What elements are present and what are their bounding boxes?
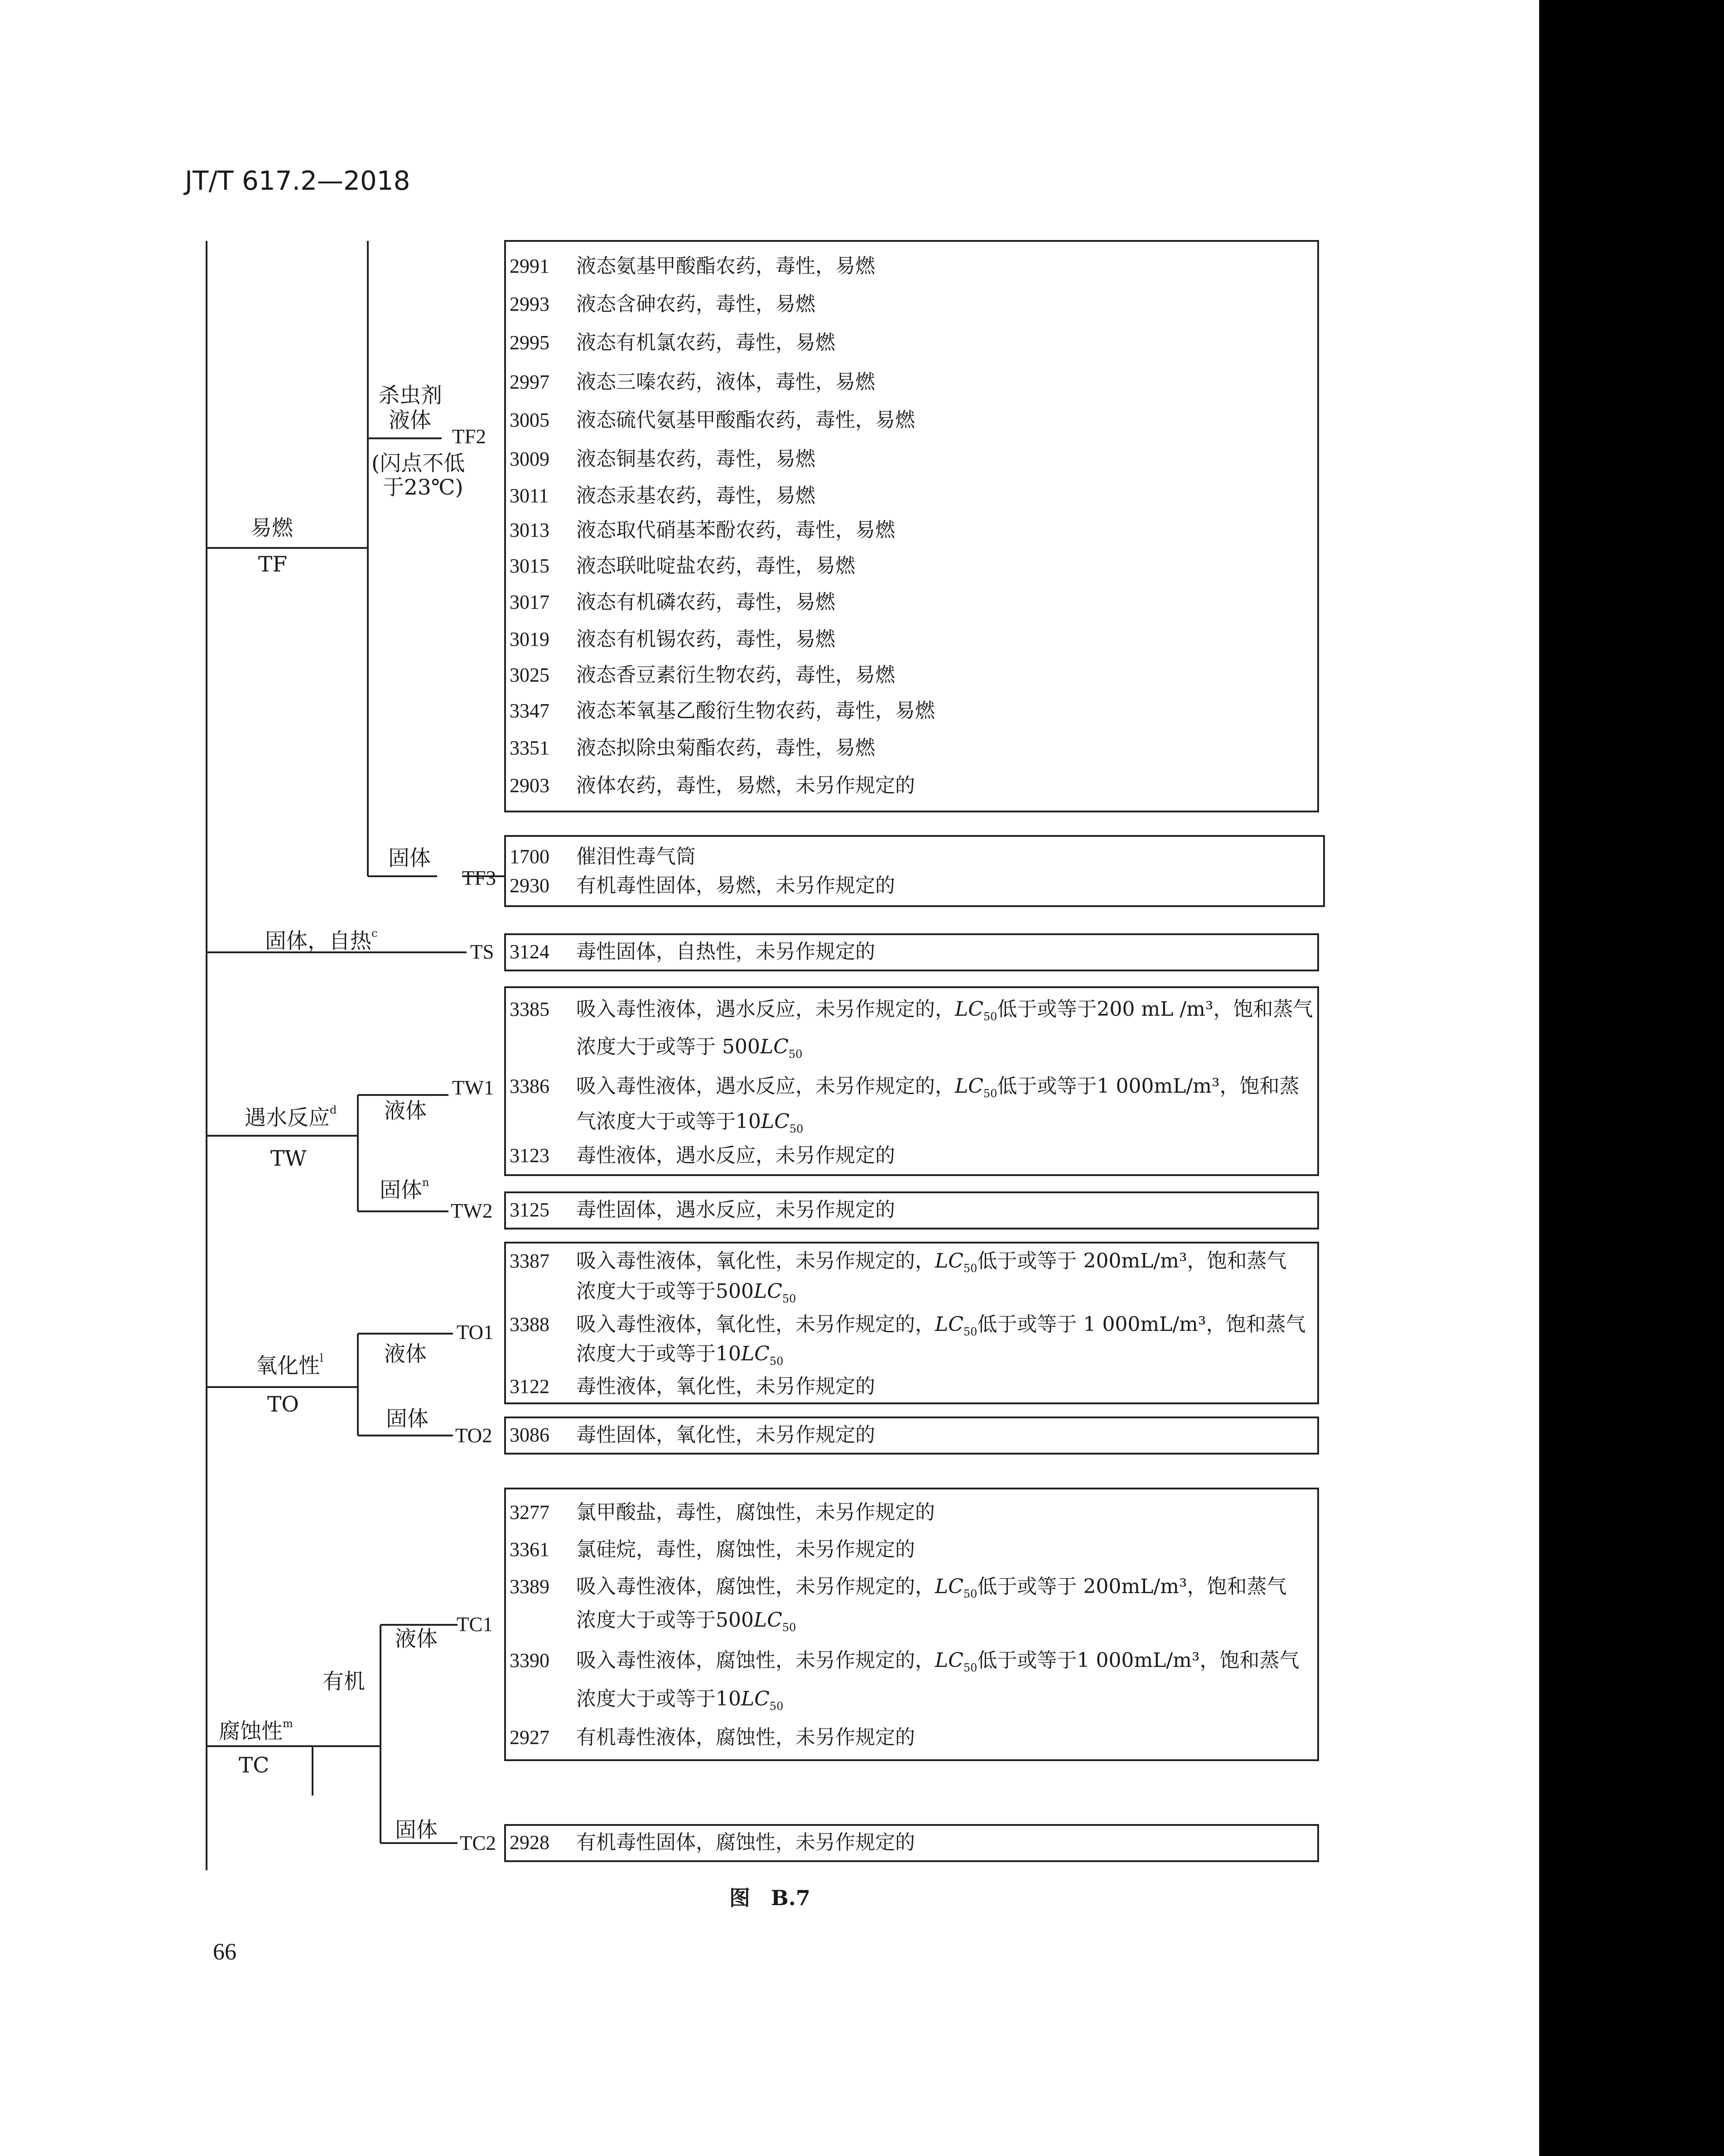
un-number: 3015 xyxy=(510,555,549,577)
pesticide-label-3: (闪点不低 xyxy=(371,451,465,476)
entry-name: 液态香豆素衍生物农药，毒性，易燃 xyxy=(576,663,895,687)
water-reactive-code: TW xyxy=(270,1146,307,1171)
entry-text-line1: 吸入毒性液体，遇水反应，未另作规定的，$LC_{50}$低于或等于1 000mL/m³，饱和蒸 xyxy=(576,1075,1300,1100)
self-heating-label: 固体，自热$^c$ xyxy=(265,927,378,954)
un-number: 3124 xyxy=(510,941,549,963)
entry-name: 液态有机氯农药，毒性，易燃 xyxy=(576,331,835,354)
corrosive-label: 腐蚀性$^m$ xyxy=(219,1717,293,1744)
entry-text-line1: 吸入毒性液体，遇水反应，未另作规定的，$LC_{50}$低于或等于200 mL /m³，饱和蒸气 xyxy=(576,998,1313,1023)
page-number: 66 xyxy=(213,1939,236,1965)
entry-text-line1: 吸入毒性液体，腐蚀性，未另作规定的，$LC_{50}$低于或等于 200mL/m³，饱和蒸气 xyxy=(576,1575,1287,1600)
tw-solid-label: 固体$^n$ xyxy=(380,1176,429,1203)
entry-text-line2: 浓度大于或等于$500LC_{50}$ xyxy=(576,1609,796,1634)
un-number: 3277 xyxy=(510,1501,549,1523)
entry-name: 液态三嗪农药，液体，毒性，易燃 xyxy=(576,370,875,394)
entry-text-line2: 气浓度大于或等于$10LC_{50}$ xyxy=(576,1110,804,1135)
entry-name: 催泪性毒气筒 xyxy=(576,845,696,868)
un-number: 2993 xyxy=(510,293,549,315)
tf2-code: TF2 xyxy=(452,425,486,448)
un-number: 3017 xyxy=(510,591,549,613)
ts-code: TS xyxy=(470,941,494,963)
flammable-code: TF xyxy=(258,552,287,577)
tc2-code: TC2 xyxy=(460,1832,496,1854)
un-number: 3390 xyxy=(510,1649,549,1671)
un-number: 2928 xyxy=(510,1831,549,1853)
standard-header: JT/T 617.2—2018 xyxy=(185,165,410,196)
un-number: 3388 xyxy=(510,1313,549,1335)
un-number: 3013 xyxy=(510,519,549,541)
entry-name: 液态氨基甲酸酯农药，毒性，易燃 xyxy=(576,254,875,278)
entry-name: 有机毒性液体，腐蚀性，未另作规定的 xyxy=(576,1726,915,1749)
tw2-code: TW2 xyxy=(451,1200,493,1222)
tc1-code: TC1 xyxy=(457,1613,493,1636)
entry-name: 毒性固体，氧化性，未另作规定的 xyxy=(576,1423,875,1446)
entry-name: 液态汞基农药，毒性，易燃 xyxy=(576,484,815,507)
to-liquid-label: 液体 xyxy=(384,1342,427,1367)
entry-text-line2: 浓度大于或等于$10LC_{50}$ xyxy=(576,1342,784,1368)
to-solid-label: 固体 xyxy=(386,1407,429,1431)
un-number: 2927 xyxy=(510,1726,549,1748)
un-number: 3009 xyxy=(510,448,549,470)
un-number: 2997 xyxy=(510,371,549,393)
to2-code: TO2 xyxy=(455,1424,492,1447)
un-number: 2903 xyxy=(510,774,549,797)
entry-name: 液态苯氧基乙酸衍生物农药，毒性，易燃 xyxy=(576,699,935,722)
un-number: 3025 xyxy=(510,664,549,686)
entry-name: 有机毒性固体，易燃，未另作规定的 xyxy=(576,874,895,897)
pesticide-label-2: 液体 xyxy=(389,408,431,433)
entry-name: 氯甲酸盐，毒性，腐蚀性，未另作规定的 xyxy=(576,1501,935,1524)
un-number: 3351 xyxy=(510,737,549,759)
un-number: 3389 xyxy=(510,1575,549,1598)
un-number: 3361 xyxy=(510,1538,549,1561)
entry-name: 液态铜基农药，毒性，易燃 xyxy=(576,447,815,471)
entry-name: 毒性液体，遇水反应，未另作规定的 xyxy=(576,1144,895,1167)
entry-name: 液态拟除虫菊酯农药，毒性，易燃 xyxy=(576,736,875,759)
tf3-code: TF3 xyxy=(462,867,496,889)
un-number: 3385 xyxy=(510,998,549,1020)
un-number: 3005 xyxy=(510,409,549,431)
pesticide-label-1: 杀虫剂 xyxy=(378,383,442,408)
un-number: 3019 xyxy=(510,628,549,650)
tw1-code: TW1 xyxy=(452,1076,494,1099)
un-number: 3011 xyxy=(510,485,549,507)
oxidizing-code: TO xyxy=(267,1392,299,1417)
entry-text-line2: 浓度大于或等于$10LC_{50}$ xyxy=(576,1687,784,1713)
entry-text-line1: 吸入毒性液体，氧化性，未另作规定的，$LC_{50}$低于或等于 1 000mL/m³，饱和蒸气 xyxy=(576,1313,1306,1338)
un-number: 2930 xyxy=(510,874,549,897)
oxidizing-label: 氧化性$^l$ xyxy=(256,1352,323,1378)
un-number: 2991 xyxy=(510,255,549,277)
corrosive-code: TC xyxy=(239,1753,270,1778)
entry-name: 液态取代硝基苯酚农药，毒性，易燃 xyxy=(576,519,895,542)
entry-name: 毒性固体，遇水反应，未另作规定的 xyxy=(576,1198,895,1221)
entry-text-line2: 浓度大于或等于$500LC_{50}$ xyxy=(576,1280,796,1305)
entry-name: 毒性固体，自热性，未另作规定的 xyxy=(576,940,875,963)
entry-name: 液态含砷农药，毒性，易燃 xyxy=(576,293,815,316)
un-number: 3086 xyxy=(510,1424,549,1446)
entry-text-line1: 吸入毒性液体，腐蚀性，未另作规定的，$LC_{50}$低于或等于1 000mL/m³，饱和蒸气 xyxy=(576,1649,1300,1674)
tc-liquid-label: 液体 xyxy=(395,1627,438,1652)
un-number: 3123 xyxy=(510,1144,549,1167)
entry-text-line2: 浓度大于或等于 $500LC_{50}$ xyxy=(576,1035,803,1061)
water-reactive-label: 遇水反应$^d$ xyxy=(245,1104,337,1130)
to1-code: TO1 xyxy=(457,1321,494,1344)
un-number: 3347 xyxy=(510,700,549,722)
un-number: 3386 xyxy=(510,1075,549,1097)
un-number: 3387 xyxy=(510,1250,549,1272)
entry-name: 毒性液体，氧化性，未另作规定的 xyxy=(576,1375,875,1398)
entry-name: 氯硅烷，毒性，腐蚀性，未另作规定的 xyxy=(576,1538,915,1561)
entry-text-line1: 吸入毒性液体，氧化性，未另作规定的，$LC_{50}$低于或等于 200mL/m³，饱和蒸气 xyxy=(576,1249,1287,1275)
un-number: 2995 xyxy=(510,331,549,354)
tf-solid-label: 固体 xyxy=(388,846,431,871)
entry-name: 液态有机锡农药，毒性，易燃 xyxy=(576,628,835,651)
entry-name: 液态联吡啶盐农药，毒性，易燃 xyxy=(576,554,855,577)
un-number: 1700 xyxy=(510,845,549,868)
organic-label: 有机 xyxy=(323,1669,365,1694)
entry-name: 有机毒性固体，腐蚀性，未另作规定的 xyxy=(576,1831,915,1854)
entry-name: 液态有机磷农药，毒性，易燃 xyxy=(576,591,835,614)
tc-solid-label: 固体 xyxy=(395,1818,438,1843)
tw-liquid-label: 液体 xyxy=(384,1099,427,1124)
entry-name: 液态硫代氨基甲酸酯农药，毒性，易燃 xyxy=(576,408,915,432)
pesticide-label-4: 于23℃) xyxy=(383,475,463,500)
figure-caption: 图 B.7 xyxy=(729,1886,810,1910)
un-number: 3122 xyxy=(510,1375,549,1397)
flammable-label: 易燃 xyxy=(250,516,293,541)
un-number: 3125 xyxy=(510,1199,549,1221)
entry-name: 液体农药，毒性，易燃，未另作规定的 xyxy=(576,774,915,797)
